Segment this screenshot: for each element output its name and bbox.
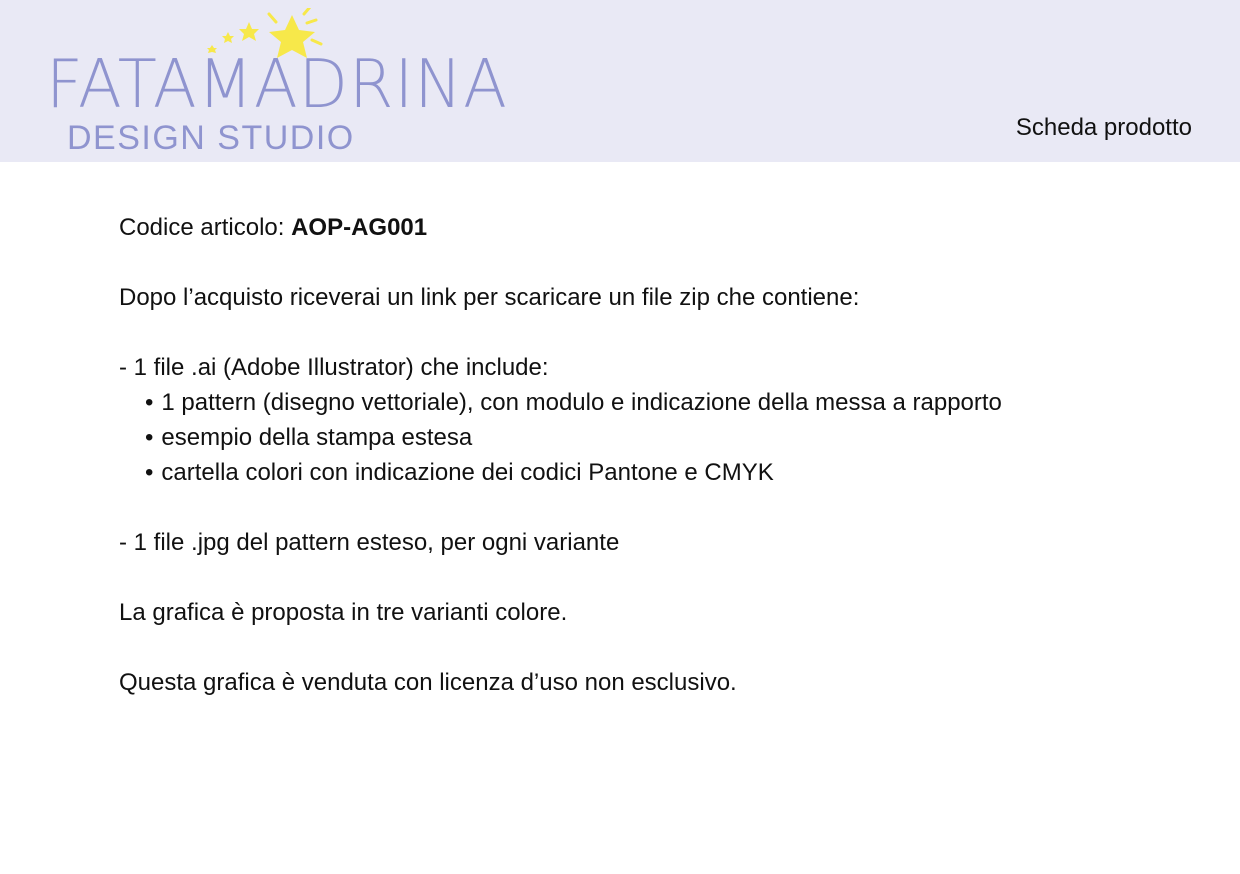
list-item-text: cartella colori con indicazione dei codici Pantone e CMYK	[161, 459, 774, 486]
list-item	[119, 385, 1179, 420]
product-code-label: Codice articolo:	[119, 214, 292, 241]
bullet-icon: •	[145, 389, 154, 416]
product-sheet-body	[119, 210, 1179, 700]
document-type-label: Scheda prodotto	[1015, 114, 1192, 141]
bullet-icon: •	[145, 459, 154, 486]
brand-subtitle: DESIGN STUDIO	[67, 119, 355, 157]
list-item	[119, 420, 1179, 455]
list-item	[119, 455, 1179, 490]
bullet-icon: •	[145, 424, 154, 451]
header-band	[0, 0, 1240, 162]
license-text: Questa grafica è venduta con licenza d’uso non esclusivo.	[119, 669, 737, 696]
product-code-value: AOP-AG001	[291, 214, 428, 241]
ai-file-item: - 1 file .ai (Adobe Illustrator) che include:	[119, 354, 549, 381]
variants-text: La grafica è proposta in tre varianti colore.	[119, 599, 568, 626]
list-item-text: 1 pattern (disegno vettoriale), con modulo e indicazione della messa a rapporto	[161, 389, 1002, 416]
brand-logo	[40, 8, 508, 158]
list-item-text: esempio della stampa estesa	[161, 424, 473, 451]
jpg-file-item: - 1 file .jpg del pattern esteso, per ogni variante	[119, 529, 620, 556]
brand-name: FATAMADRINA	[46, 46, 508, 124]
product-code-line	[119, 210, 1179, 245]
intro-text: Dopo l’acquisto riceverai un link per scaricare un file zip che contiene:	[119, 284, 860, 311]
